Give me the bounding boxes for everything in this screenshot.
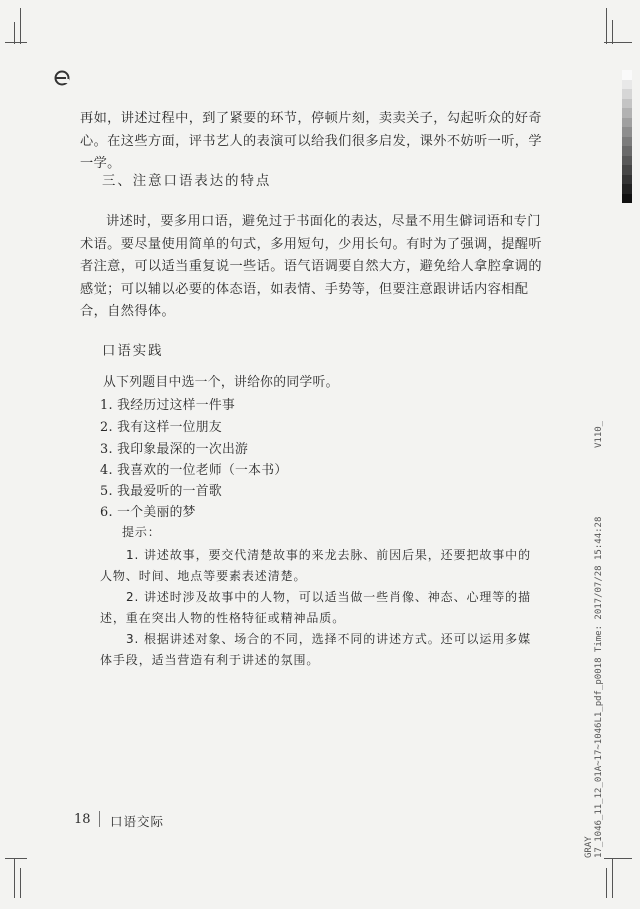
crop-mark-bottom-right-v: [612, 858, 613, 898]
section-heading: 三、注意口语表达的特点: [102, 174, 272, 189]
crop-mark-top-right: [604, 42, 632, 43]
crop-mark-bottom-left-v: [14, 858, 15, 898]
tip-item-1: 1. 讲述故事，要交代清楚故事的来龙去脉、前因后果，还要把故事中的人物、时间、地点等要素表述清楚。: [100, 548, 531, 583]
topic-item-6: 6. 一个美丽的梦: [100, 505, 196, 520]
crop-mark-top-left: [5, 42, 27, 43]
tips-label: 提示：: [122, 525, 161, 539]
practice-heading: 口语实践: [102, 344, 164, 359]
crop-mark-bottom-left: [5, 858, 27, 859]
section-body-paragraph: 讲述时，要多用口语，避免过于书面化的表达，尽量不用生僻词语和专门术语。要尽量使用简单的句式，多用短句，少用长句。有时为了强调，提醒听者注意，可以适当重复说一些话。语气语调要自然大方，避免给人拿腔拿调的感觉；可以辅以必要的体态语，如表情、手势等，但要注意跟讲话内容相配合，自然得体。: [80, 214, 542, 319]
publisher-logo-icon: [54, 70, 70, 86]
footer-section-title: 口语交际: [110, 814, 165, 829]
crop-mark-top-right-v: [612, 20, 613, 44]
tip-item-2: 2. 讲述时涉及故事中的人物，可以适当做一些肖像、神态、心理等的描述，重在突出人物的性格特征或精神品质。: [100, 590, 531, 625]
crop-mark-bottom-right-v2: [606, 868, 607, 898]
topic-item-5: 5. 我最爱听的一首歌: [100, 484, 222, 499]
practice-instruction: 从下列题目中选一个，讲给你的同学听。: [103, 375, 339, 390]
crop-mark-top-left-v2: [20, 8, 21, 44]
gray-label: GRAY: [584, 836, 594, 858]
file-info-label: 17_1046_11_12_01A~17~1046L1_pdf_p0018 Time: 2017/07/28 15:44:28: [594, 516, 604, 858]
grayscale-calibration-strip: [622, 70, 632, 203]
tip-item-3: 3. 根据讲述对象、场合的不同，选择不同的讲述方式。还可以运用多媒体手段，适当营造有利于讲述的氛围。: [100, 632, 531, 667]
crop-mark-top-right-v2: [606, 8, 607, 44]
topic-item-3: 3. 我印象最深的一次出游: [100, 442, 249, 457]
topic-item-1: 1. 我经历过这样一件事: [100, 398, 236, 413]
version-label: V110_: [594, 420, 604, 448]
footer-divider: [99, 811, 100, 827]
crop-mark-bottom-right: [604, 858, 632, 859]
page-number: 18: [74, 812, 91, 827]
intro-paragraph: 再如，讲述过程中，到了紧要的环节，停顿片刻，卖卖关子，勾起听众的好奇心。在这些方面，评书艺人的表演可以给我们很多启发，课外不妨听一听，学一学。: [80, 111, 542, 171]
crop-mark-bottom-left-v2: [20, 868, 21, 898]
crop-mark-top-left-v: [14, 22, 15, 44]
topic-item-2: 2. 我有这样一位朋友: [100, 420, 222, 435]
topic-item-4: 4. 我喜欢的一位老师（一本书）: [100, 463, 288, 478]
